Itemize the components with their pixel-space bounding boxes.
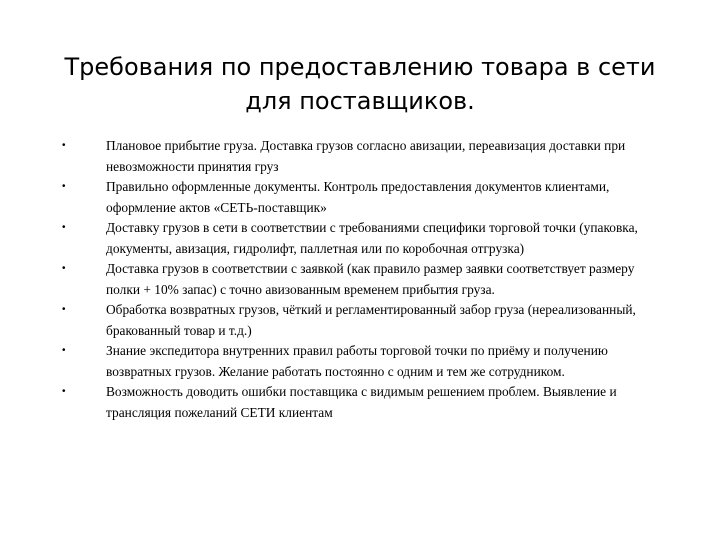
bullet-text: Правильно оформленные документы. Контроль предоставления документов клиентами, оформление актов «СЕТЬ-поставщик» — [106, 179, 610, 215]
bullet-text: Доставка грузов в соответствии с заявкой (как правило размер заявки соответствует размеру полки + 10% запас) с точно авизованным временем прибытия груза. — [106, 261, 635, 297]
slide-title: Требования по предоставлению товара в сети для поставщиков. — [64, 53, 656, 115]
bullet-icon: • — [62, 345, 66, 356]
bullet-icon: • — [62, 263, 66, 274]
bullet-text: Знание экспедитора внутренних правил работы торговой точки по приёму и получению возвратных грузов. Желание работать постоянно с одним и тем же сотрудником. — [106, 343, 608, 379]
bullet-text: Возможность доводить ошибки поставщика с видимым решением проблем. Выявление и трансляция пожеланий СЕТИ клиентам — [106, 384, 617, 420]
bullet-icon: • — [62, 181, 66, 192]
bullet-item-1 — [62, 136, 662, 177]
bullet-icon: • — [62, 140, 66, 151]
bullet-text: Доставку грузов в сети в соответствии с требованиями специфики торговой точки (упаковка, документы, авизация, гидролифт, паллетная или по коробочная отгрузка) — [106, 220, 638, 256]
bullet-item-5 — [62, 300, 662, 341]
bullet-list — [62, 136, 662, 423]
bullet-item-6 — [62, 341, 662, 382]
bullet-text: Обработка возвратных грузов, чёткий и регламентированный забор груза (нереализованный, бракованный товар и т.д.) — [106, 302, 636, 338]
bullet-item-3 — [62, 218, 662, 259]
bullet-icon: • — [62, 222, 66, 233]
bullet-item-7 — [62, 382, 662, 423]
bullet-text: Плановое прибытие груза. Доставка грузов согласно авизации, переавизация доставки при невозможности принятия груз — [106, 138, 626, 174]
bullet-item-4 — [62, 259, 662, 300]
bullet-icon: • — [62, 304, 66, 315]
bullet-item-2 — [62, 177, 662, 218]
bullet-icon: • — [62, 386, 66, 397]
